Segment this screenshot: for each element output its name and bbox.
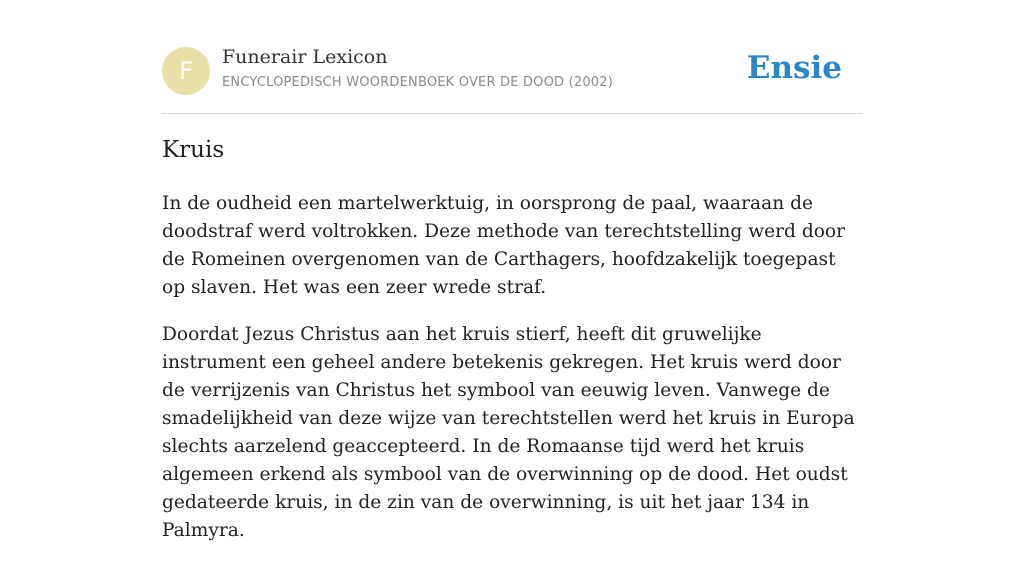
article-title: Kruis [162, 137, 225, 163]
header-divider [162, 113, 862, 114]
source-header [162, 46, 862, 114]
article-paragraph: Doordat Jezus Christus aan het kruis stierf, heeft dit gruwelijke instrument een geheel andere betekenis gekregen. Het kruis werd door de verrijzenis van Christus het symbool van eeuwig leven. Vanwege de smadelijkheid van deze wijze van terechtstellen werd het kruis in Europa slechts aarzelend geaccepteerd. In de Romaanse tijd werd het kruis algemeen erkend als symbool van de overwinning op de dood. Het oudst gedateerde kruis, in de zin van de overwinning, is uit het jaar 134 in Palmyra. [162, 324, 855, 541]
article-body [162, 190, 862, 564]
source-title[interactable]: Funerair Lexicon [222, 46, 388, 68]
source-subtitle: ENCYCLOPEDISCH WOORDENBOEK OVER DE DOOD (2002) [222, 75, 614, 90]
source-avatar: F [162, 47, 210, 95]
article-paragraph: In de oudheid een martelwerktuig, in oorsprong de paal, waaraan de doodstraf werd voltrokken. Deze methode van terechtstelling werd door de Romeinen overgenomen van de Carthagers, hoofdzakelijk toegepast op slaven. Het was een zeer wrede straf. [162, 193, 845, 298]
ensie-logo-link[interactable]: Ensie [746, 50, 842, 86]
